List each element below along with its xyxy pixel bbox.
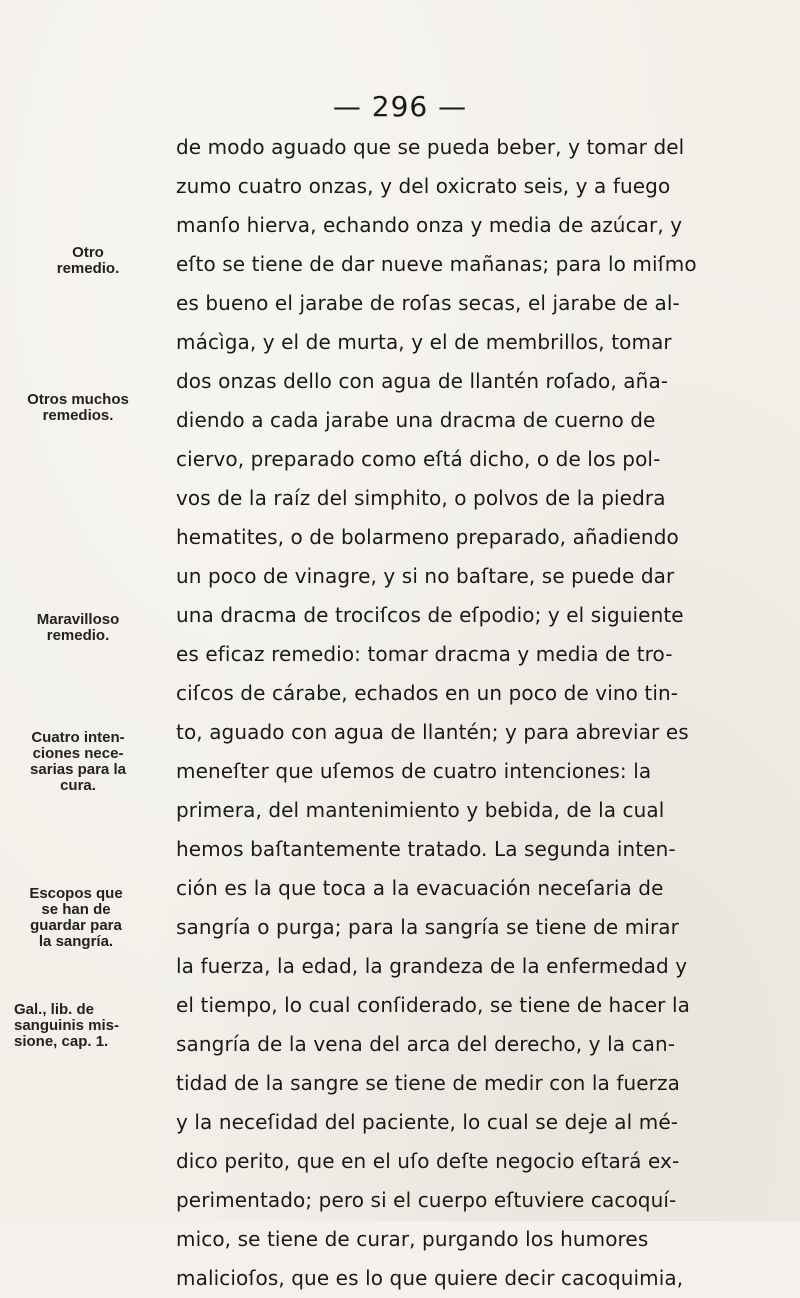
text-line: y la neceſidad del paciente, lo cual se deje al mé- (176, 1110, 679, 1134)
text-line: malicioſos, que es lo que quiere decir cacoquimia, (176, 1266, 684, 1290)
margin-note-line: sarias para la (30, 761, 126, 778)
margin-note-line: Gal., lib. de (14, 1001, 95, 1018)
margin-note-line: remedio. (56, 260, 120, 277)
margin-note-line: la sangría. (38, 933, 114, 950)
text-line: una dracma de trociſcos de eſpodio; y el siguiente (176, 603, 684, 627)
margin-note-galen-citation (14, 1002, 134, 1050)
margin-note-line: remedio. (46, 627, 110, 644)
body-text (176, 128, 800, 1298)
text-line: ciſcos de cárabe, echados en un poco de vino tin- (176, 681, 679, 705)
margin-note-line: ciones nece- (32, 745, 124, 762)
margin-note-line: Escopos que (29, 885, 123, 902)
text-line: eſto se tiene de dar nueve mañanas; para lo miſmo (176, 252, 697, 276)
text-line: un poco de vinagre, y si no baſtare, se puede dar (176, 564, 675, 588)
text-line: es eficaz remedio: tomar dracma y media de tro- (176, 642, 673, 666)
margin-note-otro-remedio (28, 245, 148, 277)
text-line: dos onzas dello con agua de llantén roſado, aña- (176, 369, 669, 393)
text-line: hemos baſtantemente tratado. La segunda inten- (176, 837, 676, 861)
margin-note-line: Otros muchos (27, 391, 129, 408)
text-line: zumo cuatro onzas, y del oxicrato seis, y a fuego (176, 174, 671, 198)
margin-note-cuatro-intenciones (18, 730, 138, 794)
text-line: hematites, o de bolarmeno preparado, añadiendo (176, 525, 679, 549)
text-line: primera, del mantenimiento y bebida, de la cual (176, 798, 665, 822)
text-line: vos de la raíz del simphito, o polvos de la piedra (176, 486, 666, 510)
text-line: to, aguado con agua de llantén; y para abreviar es (176, 720, 689, 744)
margin-note-line: Maravilloso (36, 611, 120, 628)
text-line: perimentado; pero si el cuerpo eſtuviere cacoquí- (176, 1188, 677, 1212)
text-line: meneſter que uſemos de cuatro intenciones: la (176, 759, 652, 783)
margin-note-otros-muchos-remedios (18, 392, 138, 424)
margin-note-line: Otro (72, 244, 104, 261)
margin-note-line: guardar para (30, 917, 122, 934)
text-line: dico perito, que en el uſo deſte negocio eſtará ex- (176, 1149, 680, 1173)
margin-note-line: se han de (41, 901, 111, 918)
text-line: ciervo, preparado como eſtá dicho, o de los pol- (176, 447, 661, 471)
margin-note-line: remedios. (42, 407, 114, 424)
margin-note-line: sanguinis mis- (14, 1017, 120, 1034)
text-line: diendo a cada jarabe una dracma de cuerno de (176, 408, 656, 432)
text-line: sangría de la vena del arca del derecho, y la can- (176, 1032, 676, 1056)
margin-note-line: cura. (60, 777, 96, 794)
text-line: la fuerza, la edad, la grandeza de la enfermedad y (176, 954, 688, 978)
text-line: de modo aguado que se pueda beber, y tomar del (176, 135, 685, 159)
page-number: — 296 — (332, 90, 468, 123)
margin-note-line: sione, cap. 1. (14, 1033, 109, 1050)
margin-note-maravilloso-remedio (18, 612, 138, 644)
text-line: mico, se tiene de curar, purgando los humores (176, 1227, 649, 1251)
text-line: es bueno el jarabe de roſas secas, el jarabe de al- (176, 291, 680, 315)
text-line: tidad de la sangre se tiene de medir con la fuerza (176, 1071, 680, 1095)
text-line: manſo hierva, echando onza y media de azúcar, y (176, 213, 683, 237)
text-line: sangría o purga; para la sangría se tiene de mirar (176, 915, 679, 939)
text-line: mácìga, y el de murta, y el de membrillos, tomar (176, 330, 672, 354)
margin-note-line: Cuatro inten- (31, 729, 125, 746)
text-line: ción es la que toca a la evacuación neceſaria de (176, 876, 664, 900)
margin-note-escopos-sangria (16, 886, 136, 950)
text-line: el tiempo, lo cual conſiderado, se tiene de hacer la (176, 993, 690, 1017)
